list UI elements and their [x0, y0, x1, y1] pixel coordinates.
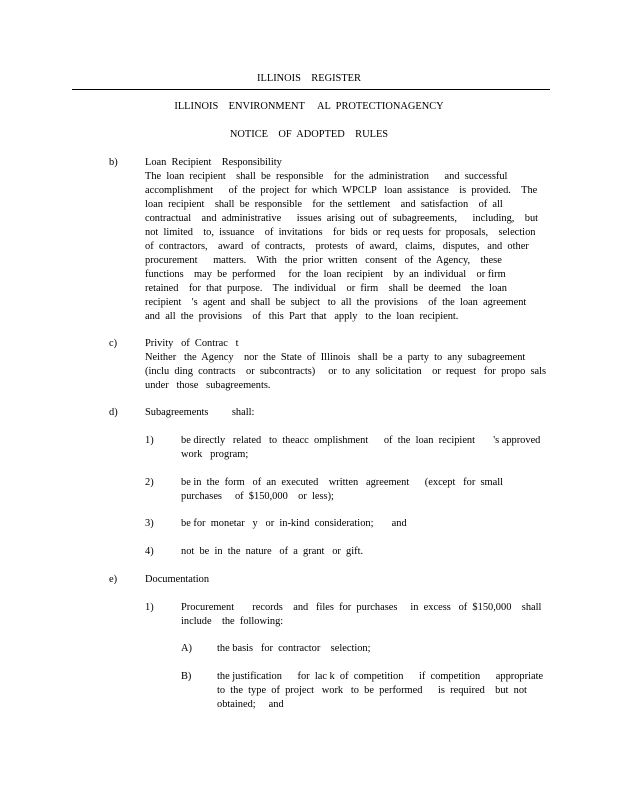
e-subitem-b-label: B) [181, 671, 192, 682]
d-item-1-text: be directly related to theacc omplishment of the loan recipient 's approved work program; [181, 435, 541, 460]
d-item-3-label: 3) [145, 518, 154, 529]
section-b-label: b) [109, 157, 118, 168]
d-item-4-text: not be in the nature of a grant or gift. [181, 546, 364, 557]
section-d-label: d) [109, 407, 118, 418]
e-item-1-text: Procurement records and files for purchases in excess of $150,000 shall include the following: [181, 602, 542, 627]
d-item-4-label: 4) [145, 546, 154, 557]
agency-header: ILLINOIS ENVIRONMENT AL PROTECTIONAGENCY [174, 101, 444, 112]
section-e-label: e) [109, 574, 118, 585]
section-c-label: c) [109, 338, 118, 349]
section-c-body: Neither the Agency nor the State of Illinois shall be a party to any subagreement (inclu ding contracts or subcontracts) or to any solicitation or request for propo sals under those subagreements. [145, 352, 547, 391]
header-rule [72, 89, 550, 90]
d-item-1-label: 1) [145, 435, 154, 446]
section-b-body: The loan recipient shall be responsible for the administration and successful accomplishment of the project for which WPCLP loan assistance is provided. The loan recipient shall be responsible for the settlement and satisfaction of all contractual and administrative issues arising out of subagreements, including, but not limited to, issuance of invitations for bids or req uests for proposals, selection of contractors, award of contracts, protests of award, claims, disputes, and other procurement matters. With the prior written consent of the Agency, these functions may be performed for the loan recipient by an individual or firm retained for that purpose. The individual or firm shall be deemed the loan recipient 's agent and shall be subject to all the provisions of the loan agreement and all the provisions of this Part that apply to the loan recipient. [145, 171, 539, 322]
register-header: ILLINOIS REGISTER [257, 73, 361, 84]
d-item-2-label: 2) [145, 477, 154, 488]
e-subitem-b-text: the justification for lac k of competition if competition appropriate to the type of project work to be performed is required but not obtained; and [217, 671, 544, 710]
e-subitem-a-text: the basis for contractor selection; [217, 643, 371, 654]
e-subitem-a-label: A) [181, 643, 192, 654]
section-c-title: Privity of Contrac t [145, 338, 239, 349]
e-item-1-label: 1) [145, 602, 154, 613]
section-d-title: Subagreements shall: [145, 407, 255, 418]
d-item-3-text: be for monetar y or in-kind consideration; and [181, 518, 407, 529]
section-e-title: Documentation [145, 574, 210, 585]
section-b-title: Loan Recipient Responsibility [145, 157, 282, 168]
notice-header: NOTICE OF ADOPTED RULES [229, 129, 389, 140]
d-item-2-text: be in the form of an executed written agreement (except for small purchases of $150,000 or less); [181, 477, 503, 502]
